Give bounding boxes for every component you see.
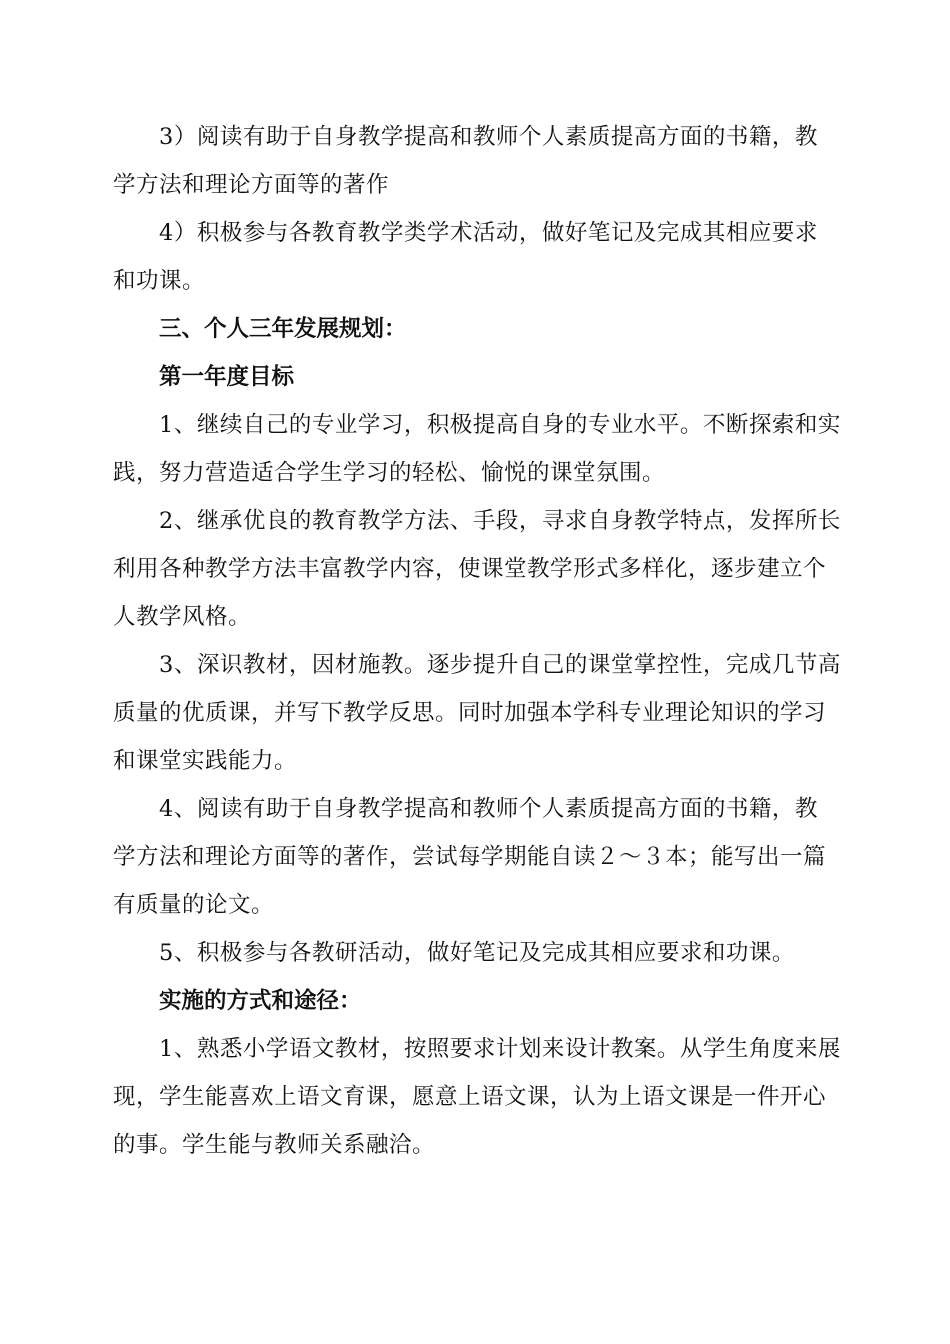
paragraph-line: 利用各种教学方法丰富教学内容，使课堂教学形式多样化，逐步建立个 xyxy=(113,556,827,582)
paragraph-line: 1、熟悉小学语文教材，按照要求计划来设计教案。从学生角度来展 xyxy=(159,1036,841,1062)
paragraph-line: 学方法和理论方面等的著作，尝试每学期能自读２～３本；能写出一篇 xyxy=(113,844,827,870)
document-page xyxy=(113,113,843,1169)
paragraph-line: 学方法和理论方面等的著作 xyxy=(113,172,390,198)
paragraph-line: 5、积极参与各教研活动，做好笔记及完成其相应要求和功课。 xyxy=(159,940,795,966)
paragraph-line: 3、深识教材，因材施教。逐步提升自己的课堂掌控性，完成几节高 xyxy=(159,652,841,678)
goal-item-5 xyxy=(113,929,843,977)
paragraph-line: 质量的优质课，并写下教学反思。同时加强本学科专业理论知识的学习 xyxy=(113,700,827,726)
goal-item-4 xyxy=(113,785,843,929)
subsection-heading: 实施的方式和途径： xyxy=(159,988,362,1014)
paragraph-line: 有质量的论文。 xyxy=(113,892,275,918)
paragraph-4 xyxy=(113,209,843,305)
paragraph-line: 1、继续自己的专业学习，积极提高自身的专业水平。不断探索和实 xyxy=(159,412,841,438)
paragraph-line: 4）积极参与各教育教学类学术活动，做好笔记及完成其相应要求 xyxy=(159,220,818,246)
paragraph-line: 的事。学生能与教师关系融洽。 xyxy=(113,1132,436,1158)
paragraph-line: 和功课。 xyxy=(113,268,206,294)
paragraph-line: 2、继承优良的教育教学方法、手段，寻求自身教学特点，发挥所长 xyxy=(159,508,841,534)
subsection-heading: 第一年度目标 xyxy=(159,364,295,390)
paragraph-line: 现，学生能喜欢上语文育课，愿意上语文课，认为上语文课是一件开心 xyxy=(113,1084,827,1110)
goal-item-2 xyxy=(113,497,843,641)
paragraph-line: 人教学风格。 xyxy=(113,604,252,630)
goal-item-1 xyxy=(113,401,843,497)
paragraph-line: 践，努力营造适合学生学习的轻松、愉悦的课堂氛围。 xyxy=(113,460,666,486)
paragraph-line: 4、阅读有助于自身教学提高和教师个人素质提高方面的书籍，教 xyxy=(159,796,818,822)
section-heading: 三、个人三年发展规划： xyxy=(159,316,407,342)
method-item-1 xyxy=(113,1025,843,1169)
goal-item-3 xyxy=(113,641,843,785)
paragraph-line: 3）阅读有助于自身教学提高和教师个人素质提高方面的书籍，教 xyxy=(159,124,818,150)
paragraph-line: 和课堂实践能力。 xyxy=(113,748,298,774)
paragraph-3 xyxy=(113,113,843,209)
